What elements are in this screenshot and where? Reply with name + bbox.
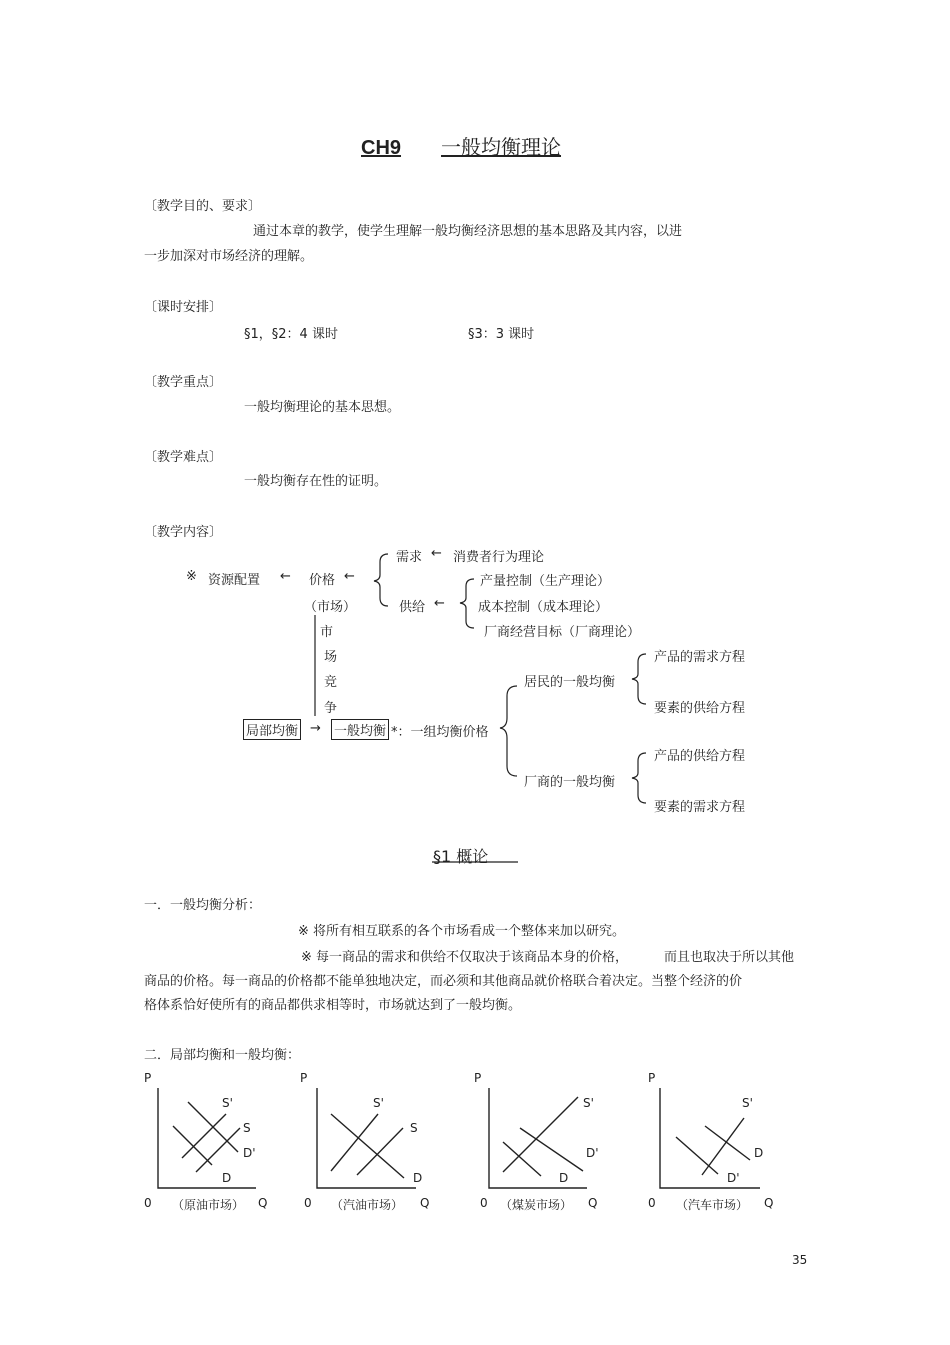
paragraph-1: ※ 将所有相互联系的各个市场看成一个整体来加以研究。 [298, 924, 626, 939]
title-text: 一般均衡理论 [441, 135, 562, 159]
chart1-d2: D [222, 1171, 232, 1185]
chart2-supply [357, 1128, 403, 1175]
chart2-s2: S [410, 1121, 418, 1135]
difficulty-text: 一般均衡存在性的证明。 [244, 474, 388, 489]
focus-heading: 〔教学重点〕 [144, 375, 223, 390]
household-equilibrium: 居民的一般均衡 [524, 675, 616, 690]
item1-heading: 一．一般均衡分析： [144, 898, 262, 913]
group-price: *：一组均衡价格 [391, 725, 489, 740]
chart1-q: Q [258, 1196, 268, 1210]
chart3-p: P [474, 1071, 482, 1085]
chart1-d1: D' [243, 1146, 256, 1160]
chart1-axes [158, 1088, 256, 1188]
consumer-theory: 消费者行为理论 [453, 550, 545, 565]
chart3-name: （煤炭市场） [500, 1198, 573, 1212]
price-label: 价格 [309, 573, 336, 588]
paragraph-2b: 而且也取决于所以其他 [664, 950, 795, 965]
chart4-q: Q [764, 1196, 774, 1210]
chart3-d1: D' [586, 1146, 599, 1160]
page-number: 35 [792, 1253, 808, 1267]
general-equilibrium-box: 一般均衡 [331, 719, 389, 740]
content-heading: 〔教学内容〕 [144, 525, 223, 540]
arrow-left-1: ← [280, 569, 291, 584]
partial-equilibrium-box: 局部均衡 [243, 719, 301, 740]
chart4-s1: S' [742, 1096, 753, 1110]
arrow-left-2: ← [344, 569, 355, 584]
purpose-heading: 〔教学目的、要求〕 [144, 199, 262, 214]
difficulty-heading: 〔教学难点〕 [144, 450, 223, 465]
chart4-demand [705, 1126, 750, 1160]
chart3-demand-shifted [520, 1128, 583, 1171]
purpose-line1: 通过本章的教学，使学生理解一般均衡经济思想的基本思路及其内容，以进 [253, 224, 683, 239]
chart3-zero: 0 [480, 1196, 488, 1210]
item2-heading: 二．局部均衡和一般均衡： [144, 1048, 301, 1063]
chart4-supply-shifted [702, 1118, 744, 1175]
schedule-a: §1，§2：4 课时 [244, 327, 338, 342]
chart1-supply-shifted [182, 1114, 226, 1158]
chart1-supply [196, 1128, 240, 1172]
firm-equilibrium: 厂商的一般均衡 [524, 775, 616, 790]
chart3-s1: S' [583, 1096, 594, 1110]
chart2-s1: S' [373, 1096, 384, 1110]
production-control: 产量控制（生产理论） [480, 574, 611, 589]
chart4-name: （汽车市场） [676, 1198, 749, 1212]
chart2-axes [317, 1088, 416, 1188]
factor-supply-eq: 要素的供给方程 [654, 701, 746, 716]
competition-char-3: 竞 [324, 675, 338, 690]
schedule-b: §3：3 课时 [468, 327, 535, 342]
chart2-name: （汽油市场） [331, 1198, 404, 1212]
cost-control: 成本控制（成本理论） [478, 600, 609, 615]
title-code: CH9 [361, 137, 402, 159]
firm-goal: 厂商经营目标（厂商理论） [484, 625, 641, 640]
chart1-name: （原油市场） [172, 1198, 245, 1212]
schedule-heading: 〔课时安排〕 [144, 300, 223, 315]
chart3-d2: D [559, 1171, 569, 1185]
chart1-zero: 0 [144, 1196, 152, 1210]
paragraph-2c: 商品的价格。每一商品的价格都不能单独地决定，而必须和其他商品就价格联合着决定。当整个经济的价 [144, 974, 743, 989]
arrow-left-4: ← [434, 596, 445, 611]
chart4-p: P [648, 1071, 656, 1085]
chart1-demand [173, 1126, 212, 1165]
arrow-right: → [310, 721, 321, 736]
chart4-d1: D [754, 1146, 764, 1160]
product-supply-eq: 产品的供给方程 [654, 749, 746, 764]
chart2-q: Q [420, 1196, 430, 1210]
resource-allocation: 资源配置 [208, 573, 261, 588]
chart3-q: Q [588, 1196, 598, 1210]
competition-char-1: 市 [320, 625, 334, 640]
focus-text: 一般均衡理论的基本思想。 [244, 400, 401, 415]
chart1-s1: S' [222, 1096, 233, 1110]
section1-heading: §1 概论 [433, 847, 489, 866]
chart3-demand [503, 1142, 541, 1176]
competition-char-4: 争 [324, 701, 338, 716]
paragraph-2a: ※ 每一商品的需求和供给不仅取决于该商品本身的价格， [301, 950, 629, 965]
chart4-demand-shifted [676, 1137, 718, 1174]
paragraph-2d: 格体系恰好使所有的商品都供求相等时，市场就达到了一般均衡。 [144, 998, 522, 1013]
mark-symbol: ※ [186, 569, 197, 584]
product-demand-eq: 产品的需求方程 [654, 650, 746, 665]
chart2-demand [331, 1114, 404, 1178]
chart2-supply-shifted [331, 1114, 378, 1171]
chart4-d2: D' [727, 1171, 740, 1185]
market-paren: （市场） [304, 600, 357, 615]
chart4-axes [660, 1088, 760, 1188]
chart1-s2: S [243, 1121, 251, 1135]
demand-label: 需求 [396, 550, 423, 565]
chart1-p: P [144, 1071, 152, 1085]
chart2-zero: 0 [304, 1196, 312, 1210]
factor-demand-eq: 要素的需求方程 [654, 800, 746, 815]
arrow-left-3: ← [431, 546, 442, 561]
chart2-d2: D [413, 1171, 423, 1185]
purpose-line2: 一步加深对市场经济的理解。 [144, 249, 314, 264]
chart2-p: P [300, 1071, 308, 1085]
supply-label: 供给 [399, 600, 426, 615]
chart4-zero: 0 [648, 1196, 656, 1210]
competition-char-2: 场 [324, 650, 338, 665]
